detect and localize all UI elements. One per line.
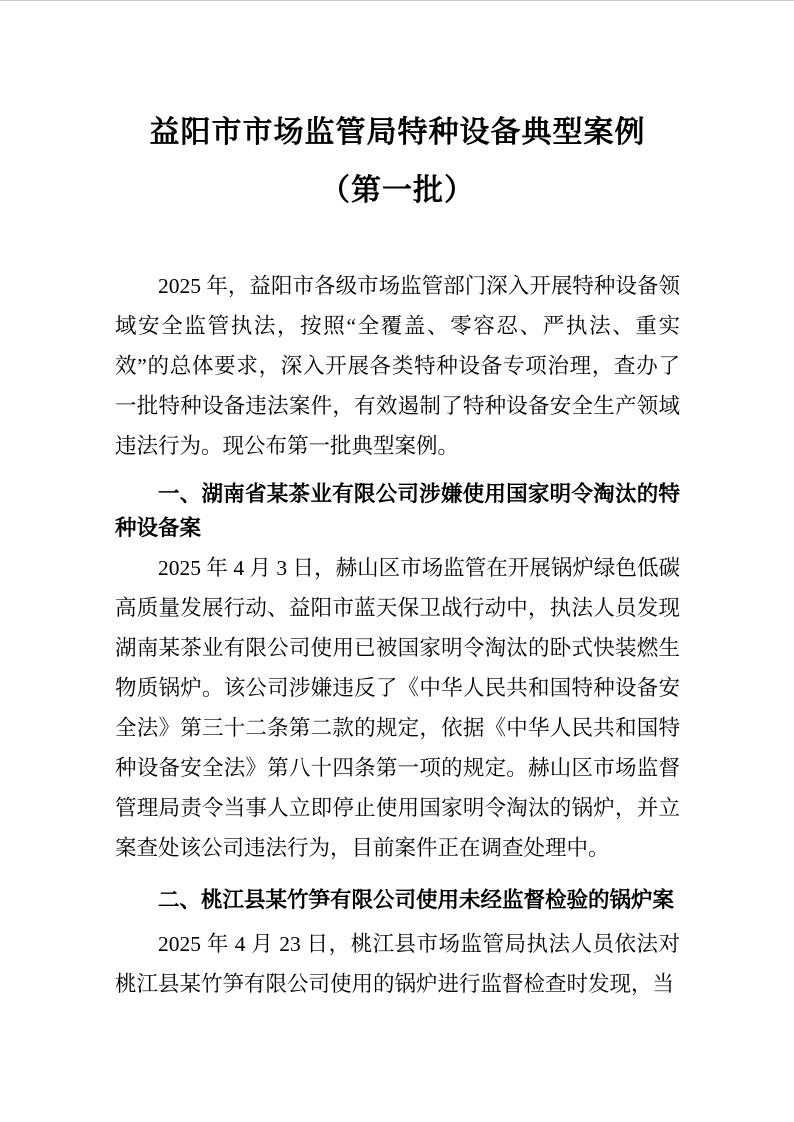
section-1-body: 2025 年 4 月 3 日，赫山区市场监管在开展锅炉绿色低碳高质量发展行动、益阳市蓝天保卫战行动中，执法人员发现湖南某茶业有限公司使用已被国家明令淘汰的卧式快装燃生物质锅炉。该公司涉嫌违反了《中华人民共和国特种设备安全法》第三十二条第二款的规定，依据《中华人民共和国特种设备安全法》第八十四条第一项的规定。赫山区市场监督管理局责令当事人立即停止使用国家明令淘汰的锅炉，并立案查处该公司违法行为，目前案件正在调查处理中。	[115, 556, 680, 860]
section-2-body: 2025 年 4 月 23 日，桃江县市场监管局执法人员依法对桃江县某竹笋有限公司使用的锅炉进行监督检查时发现，当	[115, 932, 680, 996]
document-title: 益阳市市场监管局特种设备典型案例	[149, 116, 646, 149]
section-1-heading: 一、湖南省某茶业有限公司涉嫌使用国家明令淘汰的特种设备案	[115, 482, 680, 540]
document-subtitle: （第一批）	[320, 174, 475, 207]
intro-paragraph: 2025 年，益阳市各级市场监管部门深入开展特种设备领域安全监管执法，按照“全覆盖、零容忍、严执法、重实效”的总体要求，深入开展各类特种设备专项治理，查办了一批特种设备违法案件，有效遏制了特种设备安全生产领域违法行为。现公布第一批典型案例。	[115, 274, 680, 458]
section-2-heading: 二、桃江县某竹笋有限公司使用未经监督检验的锅炉案	[158, 888, 675, 912]
